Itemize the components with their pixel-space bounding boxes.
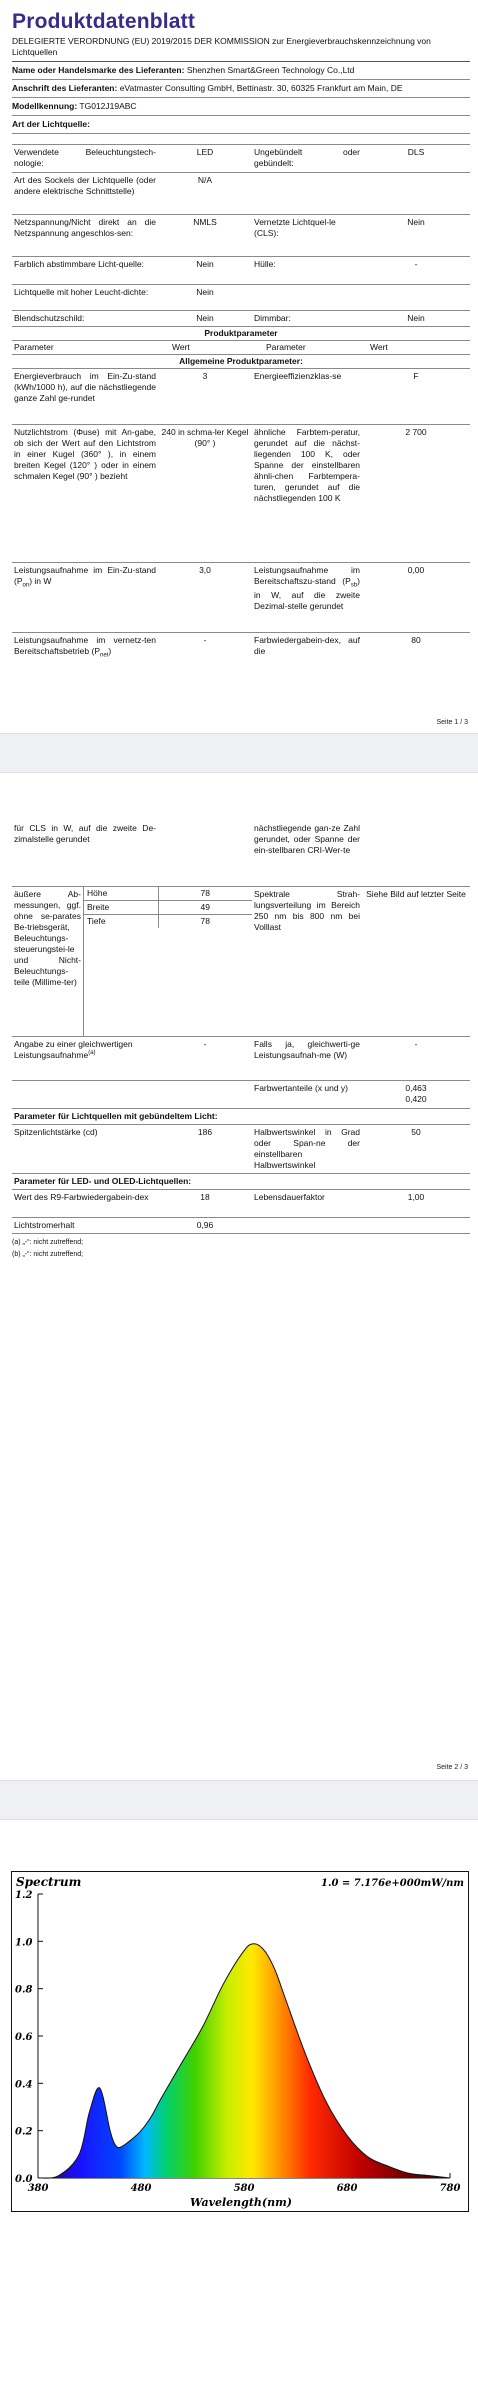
page-2 (0, 773, 478, 1780)
supplier-address-row (12, 80, 470, 98)
section-gebuendelt: Parameter für Lichtquellen mit gebündeltem Licht: (12, 1109, 470, 1125)
table-header-row: Parameter Wert Parameter Wert (12, 341, 470, 355)
y-tick-label: 0.2 (15, 2126, 33, 2138)
table-row: Lichtquelle mit hoher Leucht-dichte: Nein (12, 285, 470, 311)
light-source-table (12, 144, 470, 662)
y-tick-label: 1.0 (15, 1937, 33, 1949)
table-row: Netzspannung/Nicht direkt an die Netzspannung angeschlos-sen: NMLS Vernetzte Lichtquel-le (CLS): Nein (12, 215, 470, 257)
page-number: Seite 1 / 3 (436, 719, 468, 726)
x-tick-label: 780 (439, 2183, 461, 2194)
y-tick-label: 0.6 (15, 2032, 33, 2043)
power-on-label: Leistungsaufnahme im Ein-Zu-stand $(P_{on})$ in W (14, 564, 156, 589)
footnotes (12, 1237, 470, 1259)
x-axis-label: Wavelength(nm) (190, 2196, 292, 2209)
section-produktparameter: Produktparameter (12, 327, 470, 341)
supplier-address: eVatmaster Consulting GmbH, Bettinastr. 30, 60325 Frankfurt am Main, DE (119, 83, 403, 94)
table-row: Wert des R9-Farbwiedergabein-dex 18 Lebensdauerfaktor 1,00 (12, 1190, 470, 1218)
table-row: Blendschutzschild: Nein Dimmbar: Nein (12, 311, 470, 327)
spectrum-chart (11, 1871, 469, 2212)
table-row: Lichtstromerhalt 0,96 (12, 1218, 470, 1234)
supplier-name-label: Name oder Handelsmarke des Lieferanten: (12, 65, 185, 76)
x-tick-label: 480 (130, 2183, 152, 2194)
supplier-name-row (12, 62, 470, 80)
table-row: für CLS in W, auf die zweite De-zimalstelle gerundet nächstliegende gan-ze Zahl gerundet, oder Spanne der ein-stellbaren CRI-Wer-te (12, 821, 470, 887)
spectrum-svg (12, 1872, 470, 2213)
footnote-b: (b) „-“: nicht zutreffend; (12, 1250, 84, 1258)
table-row: Tiefe 78 (84, 915, 252, 929)
y-tick-label: 0.0 (15, 2174, 33, 2185)
spectrum-area (38, 1944, 450, 2178)
table-row: Nutzlichtstrom (Φuse) mit An-gabe, ob sich der Wert auf den Lichtstrom in einer Kugel (360° ), in einem breiten Kegel (120° ) oder in einem schmalen Kegel (90° ) bezieht 240 in schma-ler Kegel (90° ) ähnliche Farbtem-peratur, gerundet auf die nächst-liegenden 100 K, oder Spanne der einstellbaren ähnli-chen Farbtempera-turen, gerundet auf die nächstliegenden 100 K 2 700 (12, 425, 470, 563)
section-allgemeine: Allgemeine Produktparameter: (12, 355, 470, 369)
y-tick-label: 0.8 (15, 1984, 33, 1996)
table-row: Farbwertanteile (x und y) 0,463 0,420 (12, 1081, 470, 1109)
network-standby-label: Leistungsaufnahme im vernetz-ten Bereitschaftsbetrieb $(P_{net})$ (14, 634, 156, 659)
table-row: Leistungsaufnahme im Ein-Zu-stand $(P_{on})$ in W 3,0 Leistungsaufnahme im Bereitschaftszu-stand $(P_{sb})$ in W, auf die zweite Dezimal-stelle gerundet 0,00 (12, 563, 470, 633)
dimensions-table (84, 887, 252, 928)
table-row: Spitzenlichtstärke (cd) 186 Halbwertswinkel in Grad oder Span-ne der einstellbaren Halbwertswinkel 50 (12, 1125, 470, 1174)
table-row: Farblich abstimmbare Licht-quelle: Nein Hülle: - (12, 257, 470, 285)
table-row: Art des Sockels der Lichtquelle (oder andere elektrische Schnittstelle) N/A (12, 173, 470, 215)
table-row: Höhe 78 (84, 887, 252, 901)
model-label: Modellkennung: (12, 101, 78, 112)
scale-label: 1.0 = 7.176e+000mW/nm (321, 1878, 464, 1889)
table-row: Angabe zu einer gleichwertigen Leistungsaufnahme$^{(a)}$ - Falls ja, gleichwerti-ge Leistungsaufnah-me (W) - (12, 1037, 470, 1081)
regulation-text: DELEGIERTE VERORDNUNG (EU) 2019/2015 DER KOMMISSION zur Energieverbrauchskennzeichnung von Lichtquellen (12, 36, 431, 58)
model-row (12, 98, 470, 116)
table-row: Breite 49 (84, 901, 252, 915)
dimensions-row: äußere Ab-messungen, ggf. ohne se-parates Be-triebsgerät, Beleuchtungs-steuerungstei-le und Nicht-Beleuchtungs-teile (Millime-ter) Höhe 78 Breite 49 Tiefe 78 Spektrale Strah-lungsverteilung im Bereich 250 nm bis 800 nm bei Volllast Siehe Bild auf letzter Seite (12, 887, 470, 1037)
footnote-a: (a) „-“: nicht zutreffend; (12, 1239, 84, 1247)
light-type-label: Art der Lichtquelle: (12, 119, 90, 130)
table-row: Leistungsaufnahme im vernetz-ten Bereitschaftsbetrieb $(P_{net})$ - Farbwiedergabein-dex, auf die 80 (12, 633, 470, 663)
x-tick-label: 580 (233, 2183, 255, 2194)
page-title: Produktdatenblatt (12, 10, 196, 33)
table-row: Energieverbrauch im Ein-Zu-stand (kWh/1000 h), auf die nächstliegende ganze Zahl ge-rundet 3 Energieeffizienzklas-se F (12, 369, 470, 425)
x-tick-label: 380 (27, 2183, 49, 2194)
chart-title: Spectrum (16, 1875, 82, 1889)
x-tick-label: 680 (336, 2183, 358, 2194)
section-led: Parameter für LED- und OLED-Lichtquellen: (12, 1174, 470, 1190)
table-row: Verwendete Beleuchtungstech-nologie: LED Ungebündelt oder gebündelt: DLS (12, 144, 470, 172)
page-1 (0, 0, 478, 733)
y-tick-label: 1.2 (15, 1890, 33, 1901)
page-separator (0, 733, 478, 773)
supplier-address-label: Anschrift des Lieferanten: (12, 83, 118, 94)
page-number: Seite 2 / 3 (436, 1764, 468, 1771)
supplier-name: Shenzhen Smart&Green Technology Co.,Ltd (186, 65, 355, 76)
page-3 (0, 1820, 478, 2382)
y-tick-label: 0.4 (15, 2079, 33, 2091)
model-id: TG012J19ABC (79, 101, 137, 112)
page-separator (0, 1780, 478, 1820)
standby-power-label: Leistungsaufnahme im Bereitschaftszu-stand $(P_{sb})$ in W, auf die zweite Dezimal-stelle gerundet (254, 564, 360, 612)
light-type-row (12, 116, 470, 134)
